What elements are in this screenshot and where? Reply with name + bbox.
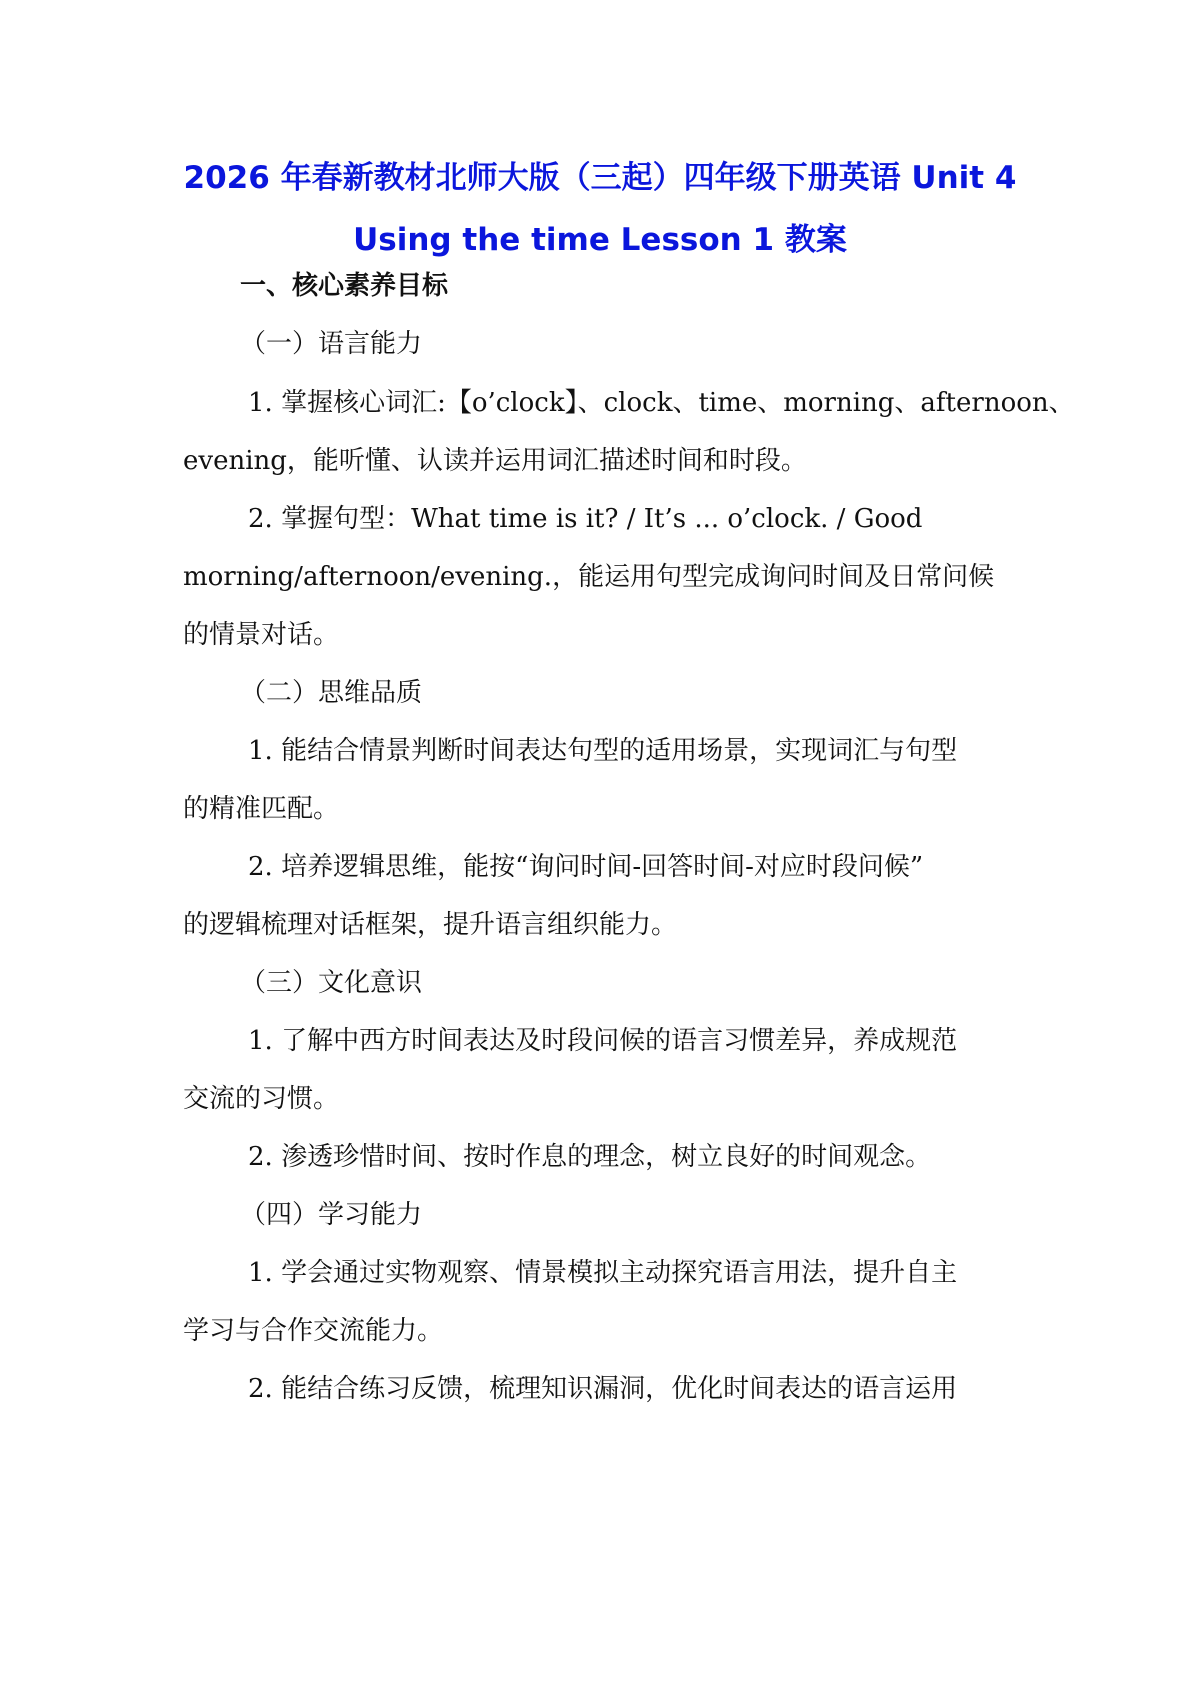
document-title-line-1: 2026 年春新教材北师大版（三起）四年级下册英语 Unit 4 <box>183 160 1017 196</box>
document-title-line-2: Using the time Lesson 1 教案 <box>353 222 847 258</box>
thinking-item-1-line-2: 的精准匹配。 <box>183 794 340 824</box>
language-item-1-line-2: evening，能听懂、认读并运用词汇描述时间和时段。 <box>183 446 807 476</box>
subheading-language-ability: （一）语言能力 <box>240 329 423 359</box>
learning-item-2-line-1: 2. 能结合练习反馈，梳理知识漏洞，优化时间表达的语言运用 <box>248 1374 958 1404</box>
culture-item-2-line-1: 2. 渗透珍惜时间、按时作息的理念，树立良好的时间观念。 <box>248 1142 932 1172</box>
thinking-item-2-line-2: 的逻辑梳理对话框架，提升语言组织能力。 <box>183 910 678 940</box>
subheading-thinking-quality: （二）思维品质 <box>240 678 423 708</box>
thinking-item-1-line-1: 1. 能结合情景判断时间表达句型的适用场景，实现词汇与句型 <box>248 736 958 766</box>
culture-item-1-line-2: 交流的习惯。 <box>183 1084 340 1114</box>
subheading-learning-ability: （四）学习能力 <box>240 1200 423 1230</box>
subheading-cultural-awareness: （三）文化意识 <box>240 968 423 998</box>
learning-item-1-line-2: 学习与合作交流能力。 <box>183 1316 444 1346</box>
language-item-2-line-1: 2. 掌握句型：What time is it? / It’s ... o’clock. / Good <box>248 504 923 534</box>
culture-item-1-line-1: 1. 了解中西方时间表达及时段问候的语言习惯差异，养成规范 <box>248 1026 958 1056</box>
thinking-item-2-line-1: 2. 培养逻辑思维，能按“询问时间-回答时间-对应时段问候” <box>248 852 924 882</box>
learning-item-1-line-1: 1. 学会通过实物观察、情景模拟主动探究语言用法，提升自主 <box>248 1258 958 1288</box>
language-item-2-line-2: morning/afternoon/evening.，能运用句型完成询问时间及日常问候 <box>183 562 995 592</box>
language-item-2-line-3: 的情景对话。 <box>183 620 340 650</box>
language-item-1-line-1: 1. 掌握核心词汇:【o’clock】、clock、time、morning、afternoon、 <box>248 388 1075 418</box>
section-heading-core-literacy: 一、核心素养目标 <box>240 271 449 301</box>
